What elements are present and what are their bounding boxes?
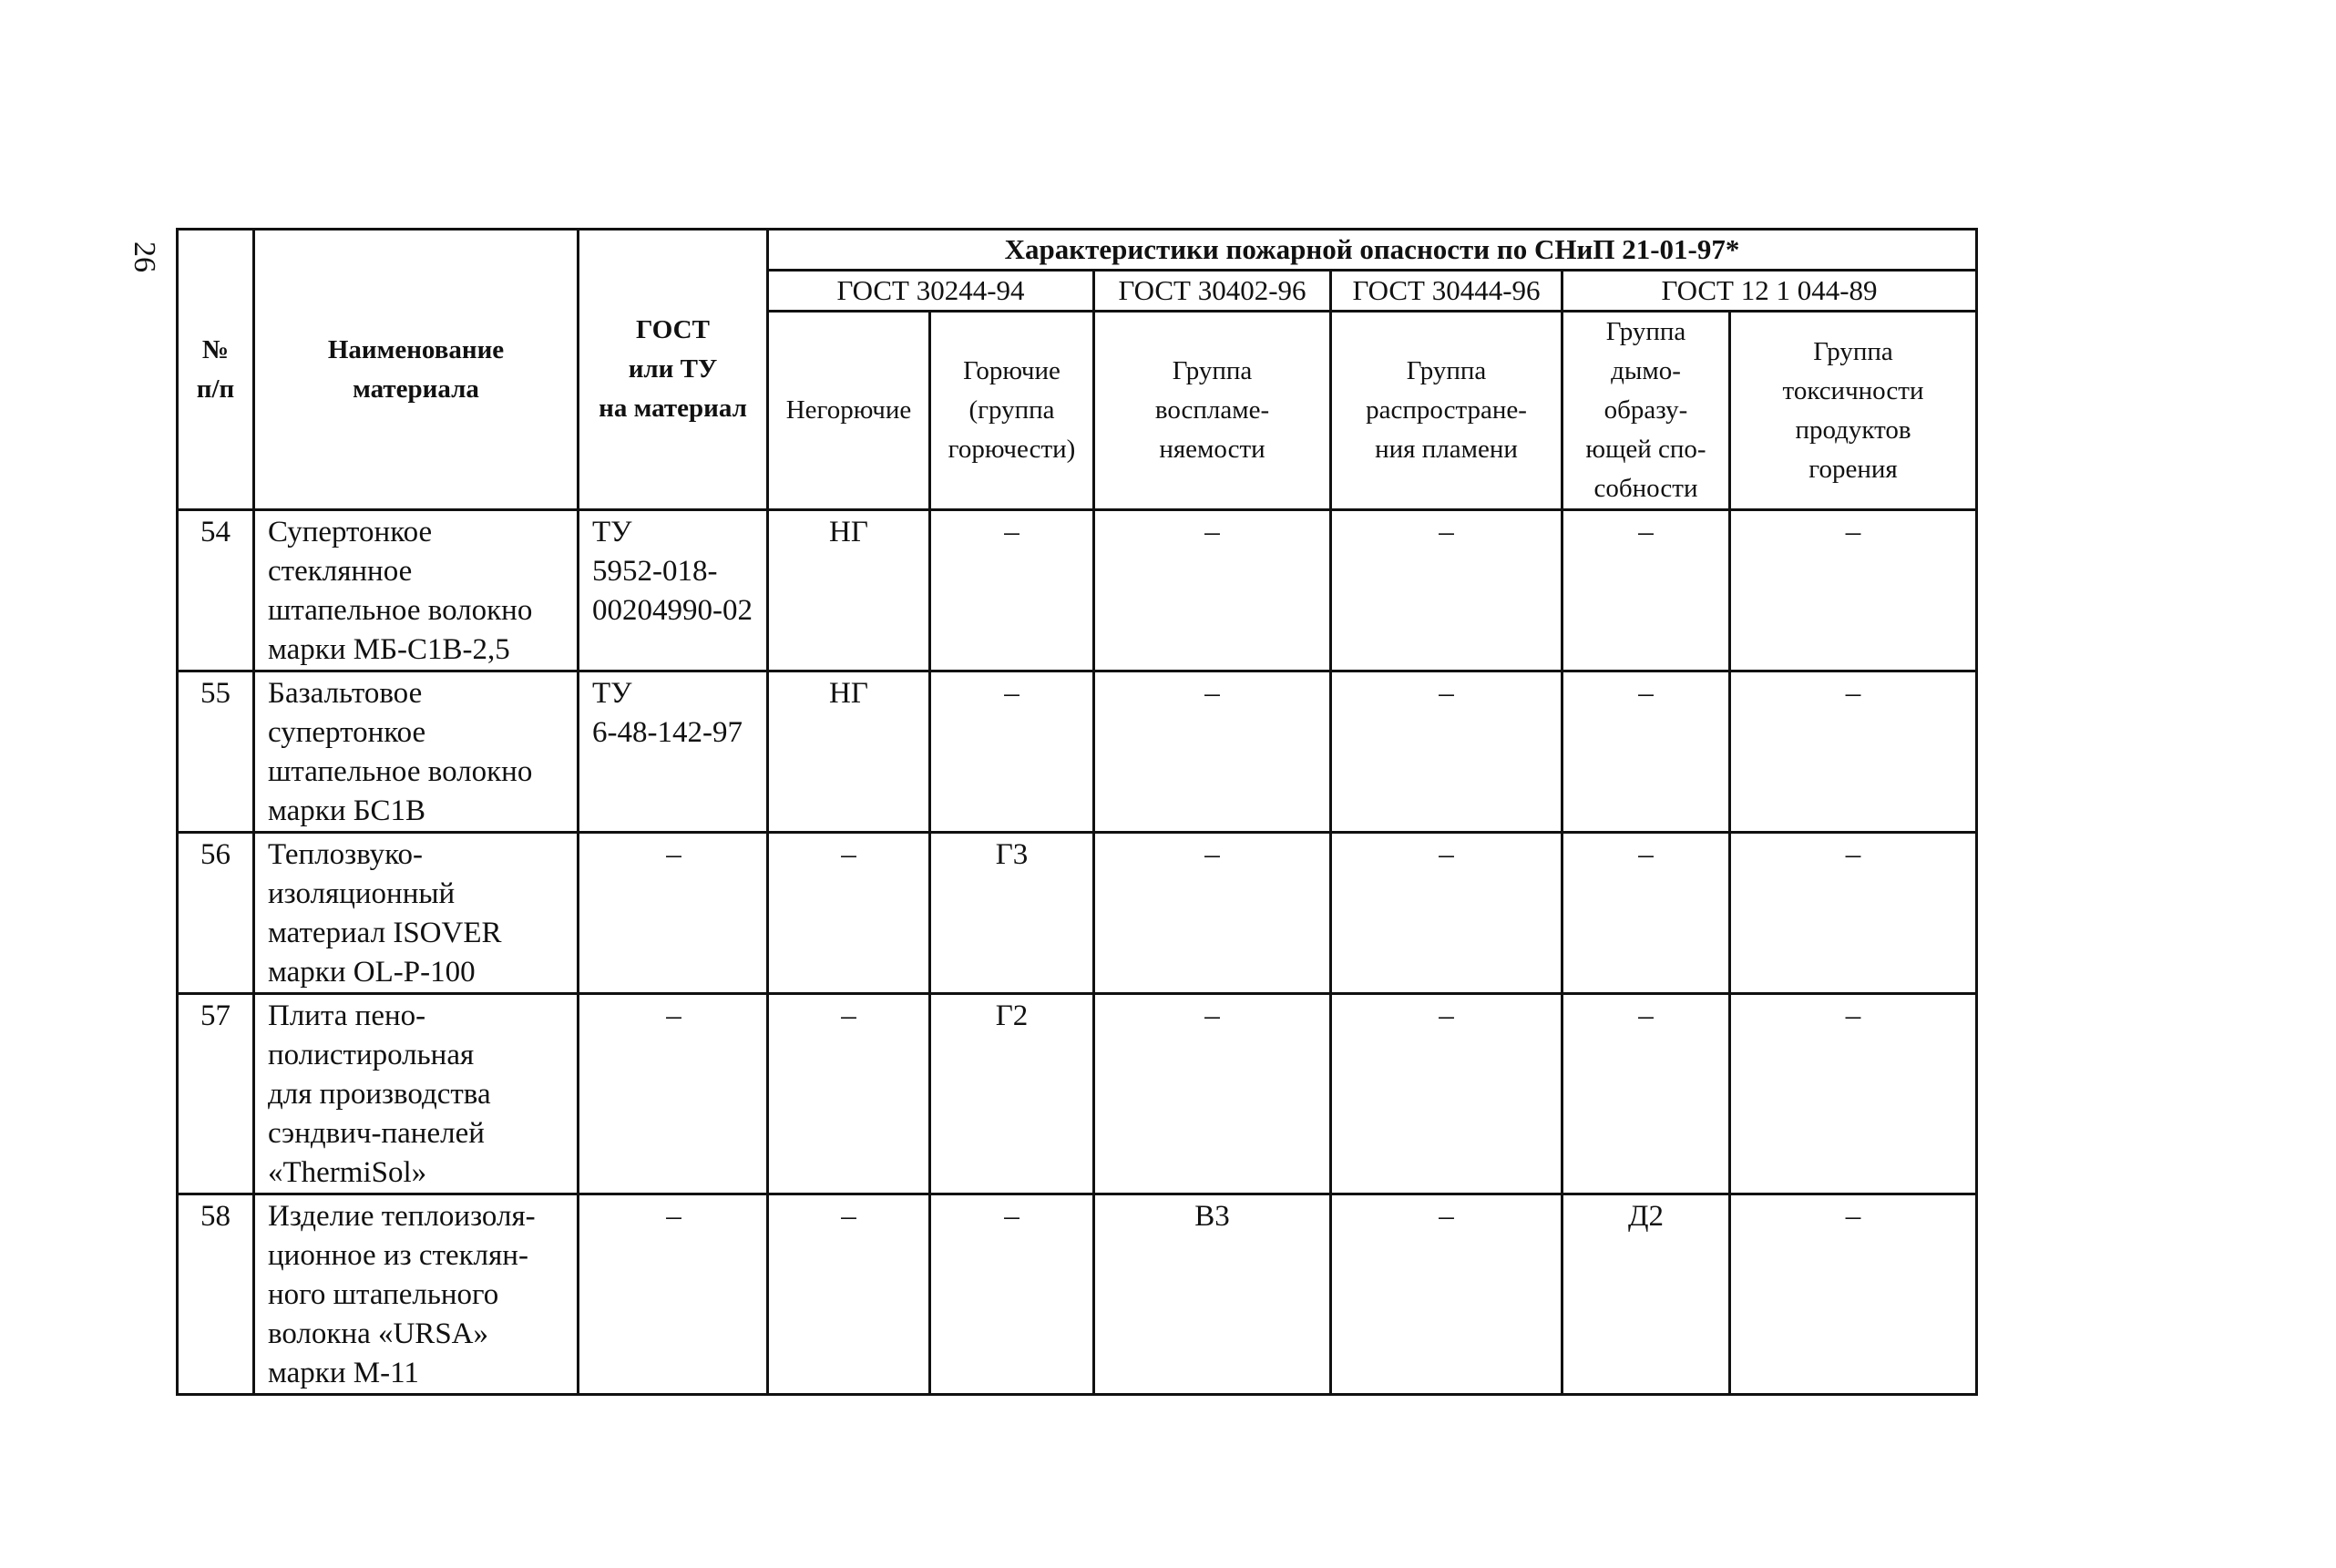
cell-flame-spread-group: –	[1331, 994, 1562, 1194]
header-combustible-group: Горючие (группа горючести)	[930, 312, 1094, 510]
cell-ignitability-group: –	[1094, 510, 1331, 671]
cell-smoke-generation-group: –	[1562, 510, 1730, 671]
header-flame-spread-group: Группа распростране- ния пламени	[1331, 312, 1562, 510]
cell-combustible-group: Г2	[930, 994, 1094, 1194]
row-gost: ТУ 5952-018- 00204990-02	[579, 510, 768, 671]
header-material-name: Наименование материала	[254, 230, 579, 510]
cell-flame-spread-group: –	[1331, 1194, 1562, 1395]
cell-ignitability-group: –	[1094, 671, 1331, 833]
cell-smoke-generation-group: –	[1562, 833, 1730, 994]
header-number: № п/п	[178, 230, 254, 510]
table-row	[178, 510, 1977, 671]
header-gost-30402: ГОСТ 30402-96	[1094, 271, 1331, 312]
cell-combustible-group: –	[930, 671, 1094, 833]
row-material-name: Супертонкое стеклянное штапельное волокно марки МБ-С1В-2,5	[254, 510, 579, 671]
table-row	[178, 671, 1977, 833]
row-material-name: Теплозвуко- изоляционный материал ISOVER марки OL-P-100	[254, 833, 579, 994]
cell-ignitability-group: В3	[1094, 1194, 1331, 1395]
cell-toxicity-group: –	[1730, 510, 1977, 671]
table-row	[178, 833, 1977, 994]
cell-toxicity-group: –	[1730, 833, 1977, 994]
row-number: 54	[178, 510, 254, 671]
header-gost-tu: ГОСТ или ТУ на материал	[579, 230, 768, 510]
cell-non-combustible: –	[768, 994, 930, 1194]
cell-ignitability-group: –	[1094, 833, 1331, 994]
row-gost: –	[579, 994, 768, 1194]
header-ignitability-group: Группа воспламе- няемости	[1094, 312, 1331, 510]
row-material-name: Плита пено- полистирольная для производства сэндвич-панелей «ThermiSol»	[254, 994, 579, 1194]
cell-smoke-generation-group: Д2	[1562, 1194, 1730, 1395]
header-non-combustible: Негорючие	[768, 312, 930, 510]
cell-non-combustible: –	[768, 1194, 930, 1395]
cell-smoke-generation-group: –	[1562, 994, 1730, 1194]
cell-non-combustible: –	[768, 833, 930, 994]
table-row	[178, 994, 1977, 1194]
header-gost-30444: ГОСТ 30444-96	[1331, 271, 1562, 312]
row-material-name: Базальтовое супертонкое штапельное волокно марки БС1В	[254, 671, 579, 833]
header-smoke-generation-group: Группа дымо- образу- ющей спо- собности	[1562, 312, 1730, 510]
cell-combustible-group: –	[930, 510, 1094, 671]
row-gost: –	[579, 833, 768, 994]
cell-toxicity-group: –	[1730, 994, 1977, 1194]
cell-toxicity-group: –	[1730, 671, 1977, 833]
row-number: 55	[178, 671, 254, 833]
cell-flame-spread-group: –	[1331, 510, 1562, 671]
table-row	[178, 1194, 1977, 1395]
header-toxicity-group: Группа токсичности продуктов горения	[1730, 312, 1977, 510]
cell-flame-spread-group: –	[1331, 833, 1562, 994]
cell-flame-spread-group: –	[1331, 671, 1562, 833]
row-number: 56	[178, 833, 254, 994]
cell-ignitability-group: –	[1094, 994, 1331, 1194]
row-number: 57	[178, 994, 254, 1194]
cell-non-combustible: НГ	[768, 510, 930, 671]
header-gost-12-1-044: ГОСТ 12 1 044-89	[1562, 271, 1977, 312]
row-gost: –	[579, 1194, 768, 1395]
cell-combustible-group: –	[930, 1194, 1094, 1395]
cell-non-combustible: НГ	[768, 671, 930, 833]
header-gost-30244: ГОСТ 30244-94	[768, 271, 1094, 312]
cell-smoke-generation-group: –	[1562, 671, 1730, 833]
header-fire-characteristics: Характеристики пожарной опасности по СНиП 21-01-97*	[768, 230, 1977, 271]
row-number: 58	[178, 1194, 254, 1395]
page-number: 26	[128, 241, 161, 272]
row-material-name: Изделие теплоизоля- ционное из стеклян- ного штапельного волокна «URSA» марки М-11	[254, 1194, 579, 1395]
row-gost: ТУ 6-48-142-97	[579, 671, 768, 833]
fire-hazard-table	[176, 228, 1978, 1396]
cell-combustible-group: Г3	[930, 833, 1094, 994]
cell-toxicity-group: –	[1730, 1194, 1977, 1395]
